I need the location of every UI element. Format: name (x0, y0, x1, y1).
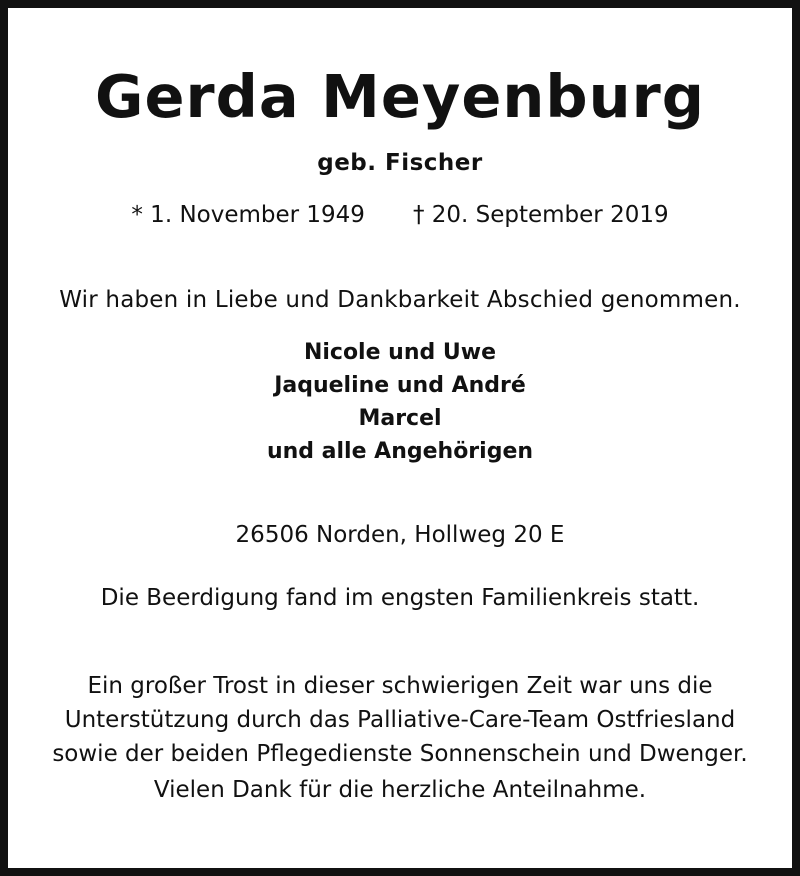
mourner-line: und alle Angehörigen (266, 439, 534, 464)
mourner-line: Marcel (358, 406, 442, 431)
funeral-note: Die Beerdigung fand im engsten Familienkreis statt. (100, 585, 700, 611)
birth-name: geb. Fischer (317, 150, 483, 176)
life-dates (0, 202, 800, 230)
thanks-line: Ein großer Trost in dieser schwierigen Zeit war uns die (87, 673, 713, 699)
birth-date: * 1. November 1949 (131, 202, 365, 228)
family-address: 26506 Norden, Hollweg 20 E (235, 522, 565, 548)
mourner-line: Jaqueline und André (274, 373, 526, 398)
thanks-line: Unterstützung durch das Palliative-Care-Team Ostfriesland (64, 707, 736, 733)
mourners-list (0, 336, 800, 468)
thanks-paragraph (0, 669, 800, 771)
mourner-line: Nicole und Uwe (303, 340, 497, 365)
death-date: † 20. September 2019 (412, 202, 669, 228)
farewell-statement: Wir haben in Liebe und Dankbarkeit Abschied genommen. (59, 287, 741, 313)
thanks-line: sowie der beiden Pflegedienste Sonnenschein und Dwenger. (52, 741, 748, 767)
closing-thanks: Vielen Dank für die herzliche Anteilnahme. (153, 777, 647, 803)
deceased-name: Gerda Meyenburg (95, 62, 705, 131)
